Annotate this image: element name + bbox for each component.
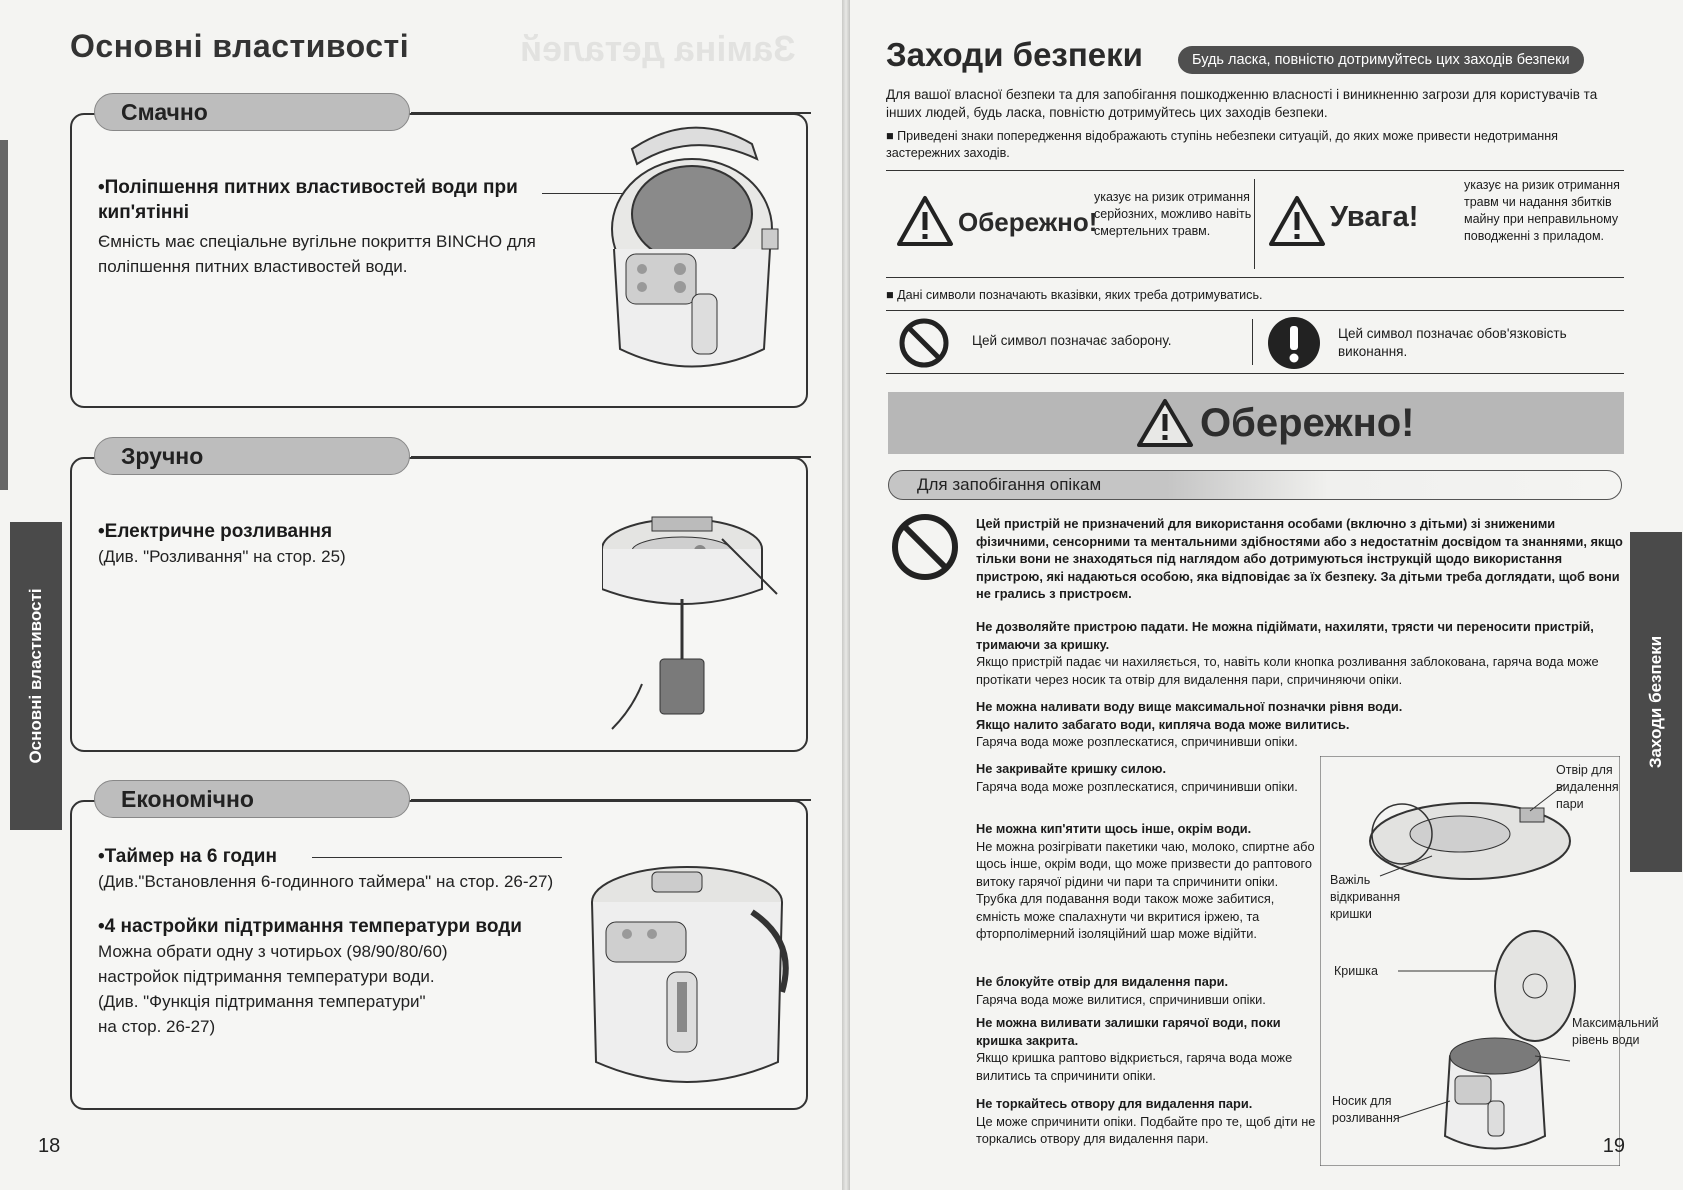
note-warning-signs: ■ Приведені знаки попередження відображають ступінь небезпеки ситуацій, до яких може привести недотримання застережних заходів. [886, 129, 1558, 160]
book-gutter [842, 0, 850, 1190]
rule-text: Якщо кришка раптово відкриється, гаряча вода може вилитись та спричинити опіки. [976, 1050, 1293, 1083]
note-symbols: ■ Дані символи позначають вказівки, яких треба дотримуватись. [886, 288, 1263, 302]
feature-heading: •Електричне розливання [98, 521, 333, 542]
feature-description: (Див."Встановлення 6-годинного таймера" на стор. 26-27) [98, 872, 554, 891]
page-title: Заходи безпеки [886, 36, 1143, 73]
warning-header-bar [888, 392, 1624, 454]
rule-item [976, 1014, 1316, 1088]
warning-header-label: Обережно! [1200, 401, 1415, 445]
rule-item [976, 1095, 1316, 1152]
rule-text: Це може спричинити опіки. Подбайте про те, щоб діти не торкались отвору для видалення пари. [976, 1113, 1316, 1146]
feature-reference-page: на стор. 26-27) [98, 1017, 216, 1036]
pot-interior-illustration [592, 119, 792, 399]
feature-item [98, 914, 578, 1039]
title-banner: Будь ласка, повністю дотримуйтесь цих заходів безпеки [1178, 46, 1584, 74]
feature-heading: •Таймер на 6 годин [98, 846, 277, 867]
section-label: Зручно [94, 437, 410, 475]
rule-text: Гаряча вода може розплескатися, спричинивши опіки. [976, 734, 1298, 749]
prohibition-icon [890, 512, 960, 582]
rule-children-text: Цей пристрій не призначений для використання особами (включно з дітьми) зі зниженими фізичними, сенсорними та ментальними здібностями або з недостатнім досвідом та знаннями, якщо тільки вони не знаходяться під наглядом або дотримуються інструкцій щодо використання пристрою, які надаються особою, яка відповідає за їх безпеку. За дітьми треба доглядати, щоб вони не грались з пристроєм. [976, 516, 1623, 601]
callout-lid: Кришка [1334, 964, 1378, 978]
section-label: Смачно [94, 93, 410, 131]
dispensing-illustration [602, 509, 792, 739]
page-number: 18 [38, 1135, 61, 1157]
callout-steam-vent: Отвір для видалення пари [1556, 763, 1619, 811]
rule-item [976, 698, 1624, 755]
feature-reference: (Див. "Функція підтримання температури" [98, 992, 426, 1011]
rule-heading: Не блокуйте отвір для видалення пари. [976, 974, 1229, 989]
section-label: Економічно [94, 780, 410, 818]
leader-line [312, 857, 562, 858]
callout-lid-lever: Важіль відкривання кришки [1330, 873, 1401, 921]
page-number: 19 [1602, 1135, 1625, 1157]
caution-description: указує на ризик отримання травм чи надання збитків майну при неправильному поводженні з приладом. [1464, 178, 1620, 243]
prohibition-description: Цей символ позначає заборону. [972, 333, 1172, 348]
feature-description: Можна обрати одну з чотирьох (98/90/80/60) настройок підтримання температури води. [98, 942, 448, 986]
table-divider [1252, 319, 1253, 365]
rule-children [976, 515, 1624, 607]
feature-item [98, 844, 598, 894]
warning-label: Обережно! [958, 207, 1098, 237]
rule-heading: Не торкайтесь отвору для видалення пари. [976, 1096, 1253, 1111]
rule-heading: Не можна виливати залишки гарячої води, поки кришка закрита. [976, 1015, 1281, 1048]
feature-section-convenient [70, 443, 808, 752]
warning-triangle-icon [896, 195, 954, 247]
symbols-table [886, 310, 1624, 374]
rule-text: Не можна розігрівати пакетики чаю, молоко, спиртне або щось інше, окрім води, що може призвести до раптового витоку гарячої рідини чи пари та спричинити опіки. [976, 838, 1315, 889]
rule-item [976, 820, 1316, 947]
warning-description: указує на ризик отримання серйозних, можливо навіть смертельних травм. [1094, 190, 1252, 238]
feature-section-economical [70, 786, 808, 1110]
feature-heading: •Поліпшення питних властивостей води при кип'ятінні [98, 177, 518, 223]
left-page: Заміна деталей Основні властивості Основні властивості Смачно •Поліпшення питних властивостей води при кип'ятінні Ємність має спеціальне вугільне покриття BINCHO для поліпшення питних властивостей води. Зручно •Електричне розливання (Див. "Розливання" на стор. 25) Економічно •Таймер на 6 годин (Див."Встановлення 6-годинного таймера" на стор. 26-27) •4 настройки підтримання температури води Можна обрати одну з чотирьох (98/90/80/60) настройок підтримання температури води. (Див. "Функція підтримання температури" на стор. 26-27) 18 [0, 0, 842, 1190]
section-side-tab [1630, 532, 1682, 872]
caution-label: Увага! [1330, 201, 1419, 233]
right-page [850, 0, 1683, 1190]
burn-prevention-label: Для запобігання опікам [917, 475, 1102, 494]
rule-heading-extra: Якщо налито забагато води, кипляча вода може вилитись. [976, 716, 1350, 732]
pot-front-illustration [582, 862, 797, 1102]
caution-triangle-icon [1268, 195, 1326, 247]
feature-description: (Див. "Розливання" на стор. 25) [98, 547, 346, 566]
rule-item [976, 760, 1316, 799]
side-tab-label: Заходи безпеки [1646, 635, 1665, 769]
rule-text: Гаряча вода може вилитися, спричинивши опіки. [976, 991, 1266, 1007]
feature-section-taste [70, 99, 808, 408]
warning-levels-table [886, 170, 1624, 278]
rule-heading: Не можна кип'ятити щось інше, окрім води. [976, 821, 1252, 836]
rule-item [976, 618, 1624, 692]
feature-description: Ємність має спеціальне вугільне покриття BINCHO для поліпшення питних властивостей води. [98, 232, 536, 276]
rule-text: Гаряча вода може розплескатися, спричинивши опіки. [976, 778, 1298, 794]
rule-heading: Не закривайте кришку силою. [976, 761, 1167, 776]
rule-text-extra: Трубка для подавання води також може забитися, ємність може спалахнути чи вкритися іржею, та фторполімерний ізоляційний шар може відійти. [976, 891, 1275, 941]
mandatory-icon [1266, 315, 1322, 371]
rule-heading: Не можна наливати воду вище максимальної позначки рівня води. [976, 699, 1403, 714]
mandatory-description: Цей символ позначає обов'язковість виконання. [1338, 326, 1567, 359]
callout-spout: Носик для розливання [1332, 1094, 1400, 1125]
rule-heading: Не дозволяйте пристрою падати. Не можна підіймати, нахиляти, трясти чи переносити пристрій, тримаючи за кришку. [976, 619, 1594, 652]
section-side-tab [10, 522, 62, 830]
page-title: Основні властивості [70, 28, 410, 64]
rule-text: Якщо пристрій падає чи нахиляється, то, навіть коли кнопка розливання заблокована, гаряча вода може протікати через носик та отвір для видалення пари, спричиняючи опіки. [976, 654, 1599, 687]
callout-max-level: Максимальний рівень води [1572, 1016, 1659, 1047]
edge-marker [0, 140, 8, 490]
feature-heading: •4 настройки підтримання температури води [98, 916, 522, 937]
rule-item [976, 973, 1316, 1012]
side-tab-label: Основні властивості [26, 588, 45, 764]
prohibition-icon [898, 317, 950, 369]
warning-triangle-icon [1136, 398, 1194, 448]
feature-item [98, 519, 568, 569]
intro-paragraph: Для вашої власної безпеки та для запобігання пошкодженню власності і виникненню загрози для користувачів та інших людей, будь ласка, повністю дотримуйтесь цих заходів безпеки. [886, 87, 1598, 120]
burn-prevention-header [888, 470, 1622, 500]
feature-item [98, 175, 568, 279]
table-divider [1254, 179, 1255, 269]
